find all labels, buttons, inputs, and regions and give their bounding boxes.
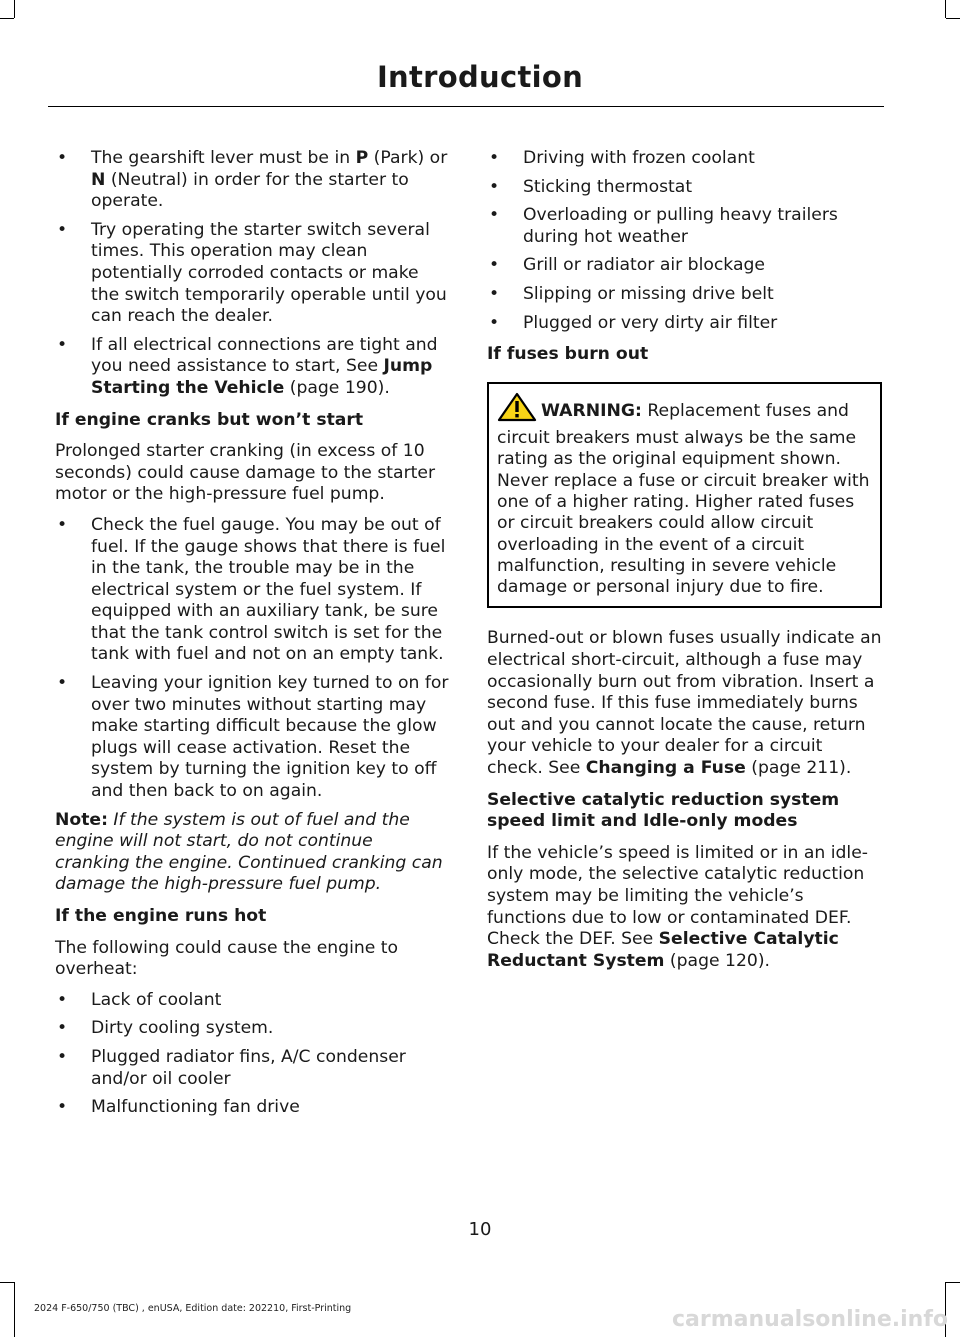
bullet-text: If all electrical connections are tight and you need assistance to start, See Jump Starting the Vehicle (page 190). <box>91 334 438 398</box>
list-item <box>55 220 450 328</box>
list-item <box>487 205 882 248</box>
footer-edition: 2024 F-650/750 (TBC) , enUSA, Edition date: 202210, First-Printing <box>34 1303 352 1314</box>
section-heading-fuses: If fuses burn out <box>487 344 649 365</box>
crop-mark-top-right <box>945 0 946 18</box>
list-item <box>55 335 450 400</box>
list-item <box>55 1047 450 1090</box>
paragraph-cranks: Prolonged starter cranking (in excess of 10 seconds) could cause damage to the starter motor or the high-pressure fuel pump. <box>55 441 436 505</box>
list-item <box>55 673 450 803</box>
warning-text: Replacement fuses and circuit breakers must always be the same rating as the original equipment shown. Never replace a fuse or circuit breaker with one of a higher rating. Higher rated fuses or circuit breakers could allow circuit overloading in the event of a circuit malfunction, resulting in severe vehicle damage or personal injury due to fire. <box>497 400 870 598</box>
list-item <box>487 313 882 335</box>
bullet-text: Overloading or pulling heavy trailers during hot weather <box>523 205 838 247</box>
bullet-text: Sticking thermostat <box>523 176 693 197</box>
bullet-text: Slipping or missing drive belt <box>523 283 774 304</box>
header-divider <box>48 106 884 107</box>
list-item <box>55 990 450 1012</box>
bullet-text: Malfunctioning fan drive <box>91 1097 300 1118</box>
note-text: If the system is out of fuel and the engine will not start, do not continue cranking the engine. Continued cranking can damage the high-pressure fuel pump. <box>55 809 443 895</box>
warning-label: WARNING: <box>541 400 642 421</box>
bullet: • <box>57 1018 68 1039</box>
warning-triangle-icon <box>497 392 537 428</box>
list-item <box>55 515 450 666</box>
crop-mark-top-right-h <box>946 18 960 19</box>
bullet: • <box>489 176 500 197</box>
list-item <box>55 148 450 213</box>
paragraph-hot: The following could cause the engine to overheat: <box>55 937 399 980</box>
page-number: 10 <box>468 1219 492 1240</box>
crop-mark-bottom-right-h <box>946 1282 960 1283</box>
bullet: • <box>57 334 68 355</box>
section-heading-cranks: If engine cranks but won’t start <box>55 409 364 430</box>
bullet: • <box>57 673 68 694</box>
bullet-text: Try operating the starter switch several times. This operation may clean potentially corroded contacts or make the switch temporarily operable until you can reach the dealer. <box>91 219 447 327</box>
bullet: • <box>57 1097 68 1118</box>
bullet: • <box>489 255 500 276</box>
paragraph-scr: If the vehicle’s speed is limited or in an idle-only mode, the selective catalytic reduction system may be limiting the vehicle’s functions due to low or contaminated DEF. Check the DEF. See Selective Catalytic Reductant System (page 120). <box>487 842 868 971</box>
section-heading-scr: Selective catalytic reduction system speed limit and Idle-only modes <box>487 789 840 832</box>
bullet-text: Dirty cooling system. <box>91 1018 274 1039</box>
bullet-text: Plugged or very dirty air filter <box>523 312 778 333</box>
watermark: carmanualsonline.info <box>672 1307 948 1332</box>
bullet-text: The gearshift lever must be in P (Park) or N (Neutral) in order for the starter to operate. <box>91 148 448 212</box>
page-title: Introduction <box>376 60 584 94</box>
warning-box <box>487 382 882 609</box>
section-heading-hot: If the engine runs hot <box>55 906 267 926</box>
right-column <box>487 148 882 981</box>
crop-mark-bottom-left <box>14 1282 15 1337</box>
list-item <box>55 1018 450 1040</box>
crop-mark-top-left-h <box>0 18 14 19</box>
list-item <box>487 148 882 170</box>
bullet: • <box>57 219 68 240</box>
bullet: • <box>57 1046 68 1067</box>
bullet-text: Lack of coolant <box>91 989 222 1010</box>
paragraph-fuses: Burned-out or blown fuses usually indicate an electrical short-circuit, although a fuse may occasionally burn out from vibration. Insert a second fuse. If this fuse immediately burns out and you cannot locate the cause, return your vehicle to your dealer for a circuit check. See Changing a Fuse (page 211). <box>487 628 882 778</box>
bullet: • <box>57 148 68 168</box>
crop-mark-top-left <box>14 0 15 18</box>
bullet: • <box>489 312 500 333</box>
list-item <box>487 255 882 277</box>
bullet-text: Grill or radiator air blockage <box>523 255 765 276</box>
left-column <box>55 148 450 1126</box>
bullet: • <box>489 148 500 168</box>
crop-mark-bottom-left-h <box>0 1282 14 1283</box>
list-item <box>487 284 882 306</box>
bullet-text: Leaving your ignition key turned to on for over two minutes without starting may make starting difficult because the glow plugs will cease activation. Reset the system by turning the ignition key to off and then back to on again. <box>91 673 449 802</box>
bullet-text: Check the fuel gauge. You may be out of fuel. If the gauge shows that there is fuel in the tank, the trouble may be in the electrical system or the fuel system. If equipped with an auxiliary tank, be sure that the tank control switch is set for the tank with fuel and not on an empty tank. <box>91 514 446 665</box>
bullet-text: Plugged radiator fins, A/C condenser and/or oil cooler <box>91 1046 406 1089</box>
jump-starting-link[interactable]: Jump Starting the Vehicle <box>91 356 433 398</box>
list-item <box>55 1097 450 1119</box>
scr-system-link[interactable]: Selective Catalytic Reductant System <box>487 929 839 971</box>
changing-fuse-link[interactable]: Changing a Fuse <box>585 757 746 778</box>
bullet: • <box>489 205 500 226</box>
note <box>55 810 450 896</box>
list-item <box>487 177 882 199</box>
bullet: • <box>57 989 68 1010</box>
bullet: • <box>489 283 500 304</box>
bullet-text: Driving with frozen coolant <box>523 148 755 168</box>
bullet: • <box>57 514 68 535</box>
note-label: Note: <box>55 809 108 830</box>
